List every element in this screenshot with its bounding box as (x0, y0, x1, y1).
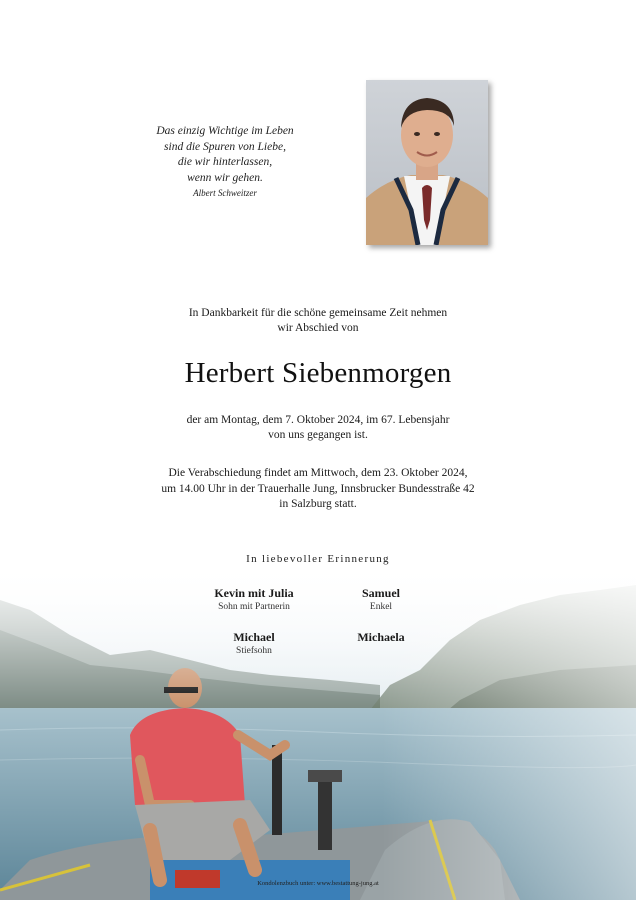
deceased-name: Herbert Siebenmorgen (184, 357, 452, 389)
intro-line: wir Abschied von (277, 322, 359, 334)
memory-heading: In liebevoller Erinnerung (246, 553, 390, 565)
mourner-relation: Stiefsohn (236, 646, 272, 656)
condolence-book-link[interactable]: Kondolenzbuch unter: www.bestattung-jung.at (257, 880, 379, 887)
intro-line: In Dankbarkeit für die schöne gemeinsame Zeit nehmen (188, 307, 448, 319)
memorial-quote (120, 124, 330, 199)
intro-text (118, 306, 518, 336)
quote-line: Das einzig Wichtige im Leben (156, 125, 294, 137)
mourner-entry (301, 586, 461, 614)
ceremony-notice (88, 466, 548, 513)
death-line: der am Montag, dem 7. Oktober 2024, im 67. Lebensjahr (186, 414, 450, 426)
quote-line: sind die Spuren von Liebe, (164, 140, 286, 153)
quote-line: wenn wir gehen. (187, 171, 263, 184)
ceremony-line: um 14.00 Uhr in der Trauerhalle Jung, Innsbrucker Bundesstraße 42 (161, 482, 475, 495)
mourner-relation: Sohn mit Partnerin (218, 602, 290, 612)
death-notice (118, 413, 518, 443)
mourner-entry (301, 630, 461, 645)
quote-line: die wir hinterlassen, (177, 156, 273, 168)
mourner-relation: Enkel (369, 602, 393, 612)
mourner-name: Michael (233, 630, 275, 644)
death-line: von uns gegangen ist. (268, 429, 368, 441)
deceased-portrait (366, 80, 488, 245)
ceremony-line: Die Verabschiedung findet am Mittwoch, dem 23. Oktober 2024, (168, 467, 468, 479)
mourner-name: Kevin mit Julia (214, 586, 294, 600)
mourner-name: Michaela (357, 630, 405, 644)
ceremony-line: in Salzburg statt. (279, 498, 357, 510)
mourner-name: Samuel (361, 586, 400, 600)
quote-author: Albert Schweitzer (193, 188, 257, 198)
